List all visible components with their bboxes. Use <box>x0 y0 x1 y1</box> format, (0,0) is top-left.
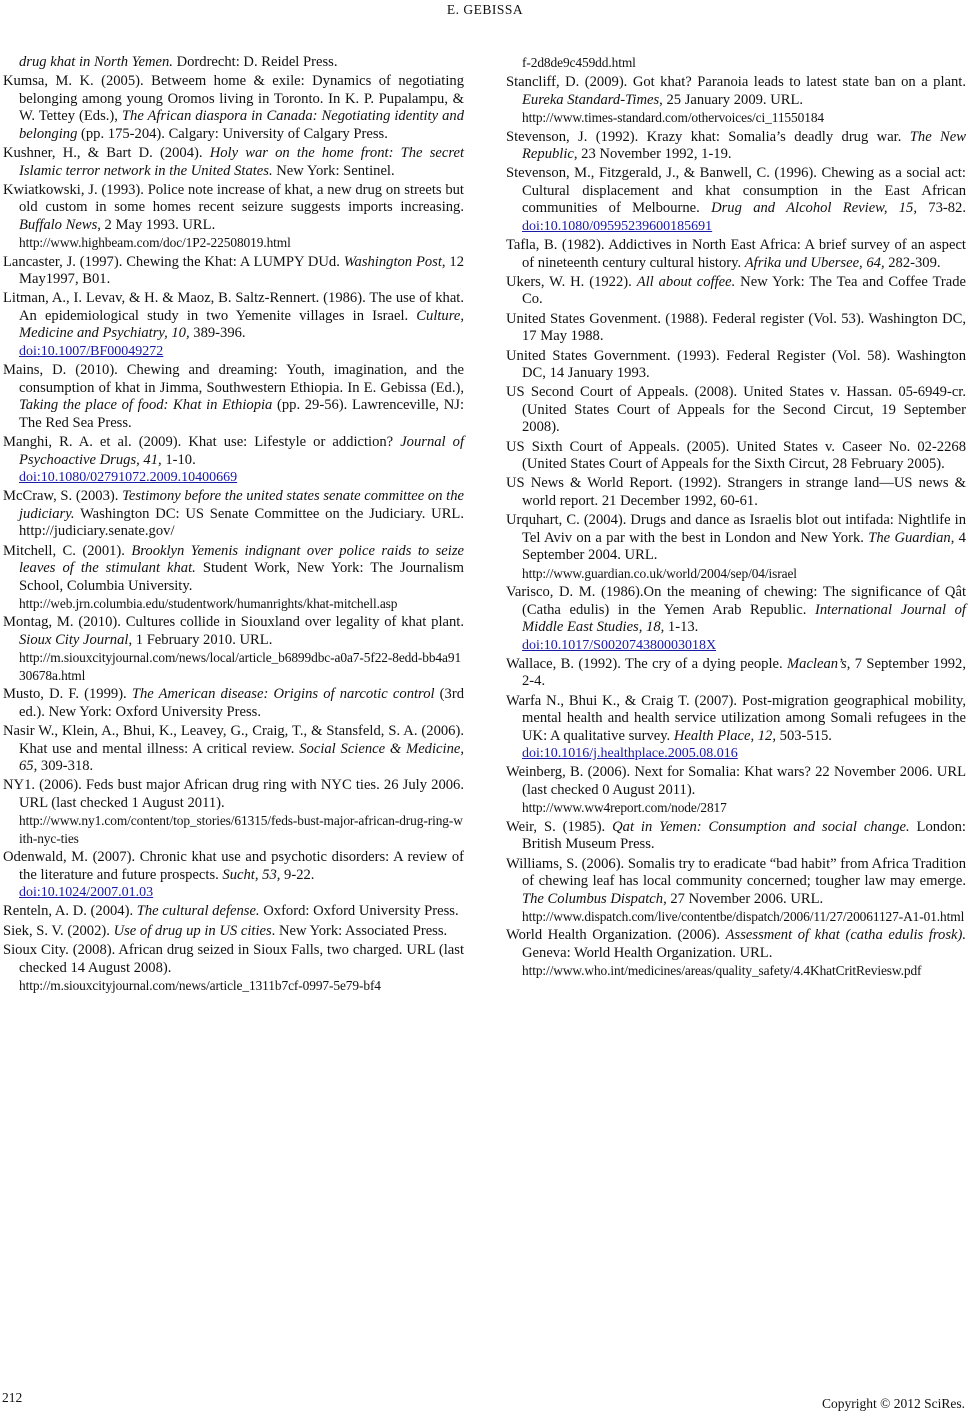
reference-entry <box>3 182 464 252</box>
reference-text: Stevenson, M., Fitzgerald, J., & Banwell, C. (1996). Chewing as a social act: Cultural displacement and khat consumption in the East African communities of Melbourne. <box>506 165 966 217</box>
reference-details: New York: The Tea and Coffee Trade Co. <box>522 273 966 308</box>
reference-details: (pp. 175-204). Calgary: University of Calgary Press. <box>77 125 388 142</box>
reference-entry <box>3 777 464 847</box>
reference-entry <box>506 584 966 654</box>
reference-entry <box>3 686 464 721</box>
reference-title: Culture, Medicine and Psychiatry, 10, <box>19 307 464 342</box>
reference-title: The cultural defense. <box>136 903 260 920</box>
reference-entry <box>506 856 966 926</box>
reference-details: , 4 September 2004. URL. <box>522 529 966 564</box>
reference-url[interactable]: http://www.who.int/medicines/areas/quality_safety/4.4KhatCritReviesw.pdf <box>522 963 922 979</box>
reference-details: 309-318. <box>37 758 94 775</box>
reference-text: Kushner, H., & Bart D. (2004). <box>3 145 210 162</box>
reference-entry <box>506 54 966 73</box>
reference-details: 73-82. <box>917 200 966 217</box>
doi-link[interactable]: doi:10.1080/09595239600185691 <box>522 218 713 234</box>
reference-text: Stancliff, D. (2009). Got khat? Paranoia leads to latest state ban on a plant. <box>506 74 966 91</box>
reference-text: Warfa N., Bhui K., & Craig T. (2007). Post-migration geographical mobility, mental health and health service utilization among Somali refugees in the UK: A qualitative survey. <box>506 692 966 744</box>
reference-entry <box>3 54 464 72</box>
reference-text: Nasir W., Klein, A., Bhui, K., Leavey, G., Craig, T., & Stansfeld, S. A. (2006). Khat use and mental illness: A critical review. <box>3 723 464 757</box>
reference-text: US News & World Report. (1992). Strangers in strange land—US news & world report. 21 December 1992, 60-61. <box>506 475 966 509</box>
reference-text: Manghi, R. A. et al. (2009). Khat use: Lifestyle or addiction? <box>3 434 401 451</box>
reference-entry <box>506 764 966 817</box>
reference-entry <box>506 274 966 309</box>
reference-title: The New Republic <box>522 128 967 163</box>
reference-text: Sioux City. (2008). African drug seized in Sioux Falls, two charged. URL (last checked 14 August 2008). <box>3 942 464 976</box>
reference-details: New York: Sentinel. <box>272 162 395 179</box>
reference-details: 389-396. <box>189 325 246 342</box>
reference-text: Siek, S. V. (2002). <box>3 922 114 939</box>
reference-url[interactable]: http://web.jrn.columbia.edu/studentwork/humanrights/khat-mitchell.asp <box>19 596 398 612</box>
reference-text: US Second Court of Appeals. (2008). United States v. Hassan. 05-6949-cr. (United States Court of Appeals for the Second Circut, 19 September 2008). <box>506 384 966 436</box>
reference-text: World Health Organization. (2006). <box>506 927 726 944</box>
reference-details: , 7 September 1992, 2-4. <box>522 655 967 690</box>
reference-text: Mains, D. (2010). Chewing and dreaming: Youth, imagination, and the consumption of khat in Jimma, Southwestern Ethiopia. In E. Gebissa (Ed.), <box>3 362 464 396</box>
reference-text: Odenwald, M. (2007). Chronic khat use and psychotic disorders: A review of the literature and future prospects. <box>3 849 464 883</box>
reference-entry <box>3 723 464 776</box>
reference-title: Social Science & Medicine, 65, <box>19 740 464 775</box>
reference-title: The Guardian <box>868 529 951 546</box>
reference-text: Stevenson, J. (1992). Krazy khat: Somalia’s deadly drug war. <box>506 128 910 145</box>
reference-text: Varisco, D. M. (1986).On the meaning of chewing: The significance of Qât (Catha edulis) in the Yemen Arab Republic. <box>506 584 966 618</box>
reference-title: Afrika und Ubersee, 64, <box>744 254 885 271</box>
doi-link[interactable]: doi:10.1007/BF00049272 <box>19 343 164 359</box>
reference-title: International Journal of Middle East Studies, 18, <box>522 601 966 636</box>
reference-text: NY1. (2006). Feds bust major African drug ring with NYC ties. 26 July 2006. URL (last checked 1 August 2011). <box>3 777 464 811</box>
reference-entry <box>3 290 464 360</box>
reference-text: Weinberg, B. (2006). Next for Somalia: Khat wars? 22 November 2006. URL (last checked 0 August 2011). <box>506 764 966 798</box>
reference-entry <box>506 129 966 164</box>
reference-text: Tafla, B. (1982). Addictives in North East Africa: A brief survey of an aspect of nineteenth century cultural history. <box>506 237 966 271</box>
reference-details: , 25 January 2009. URL. <box>659 91 804 108</box>
reference-text: Kumsa, M. K. (2005). Betweem home & exile: Dynamics of negotiating belonging among young Oromos living in Toronto. In K. P. Pupalampu, & W. Tettey (Eds.), <box>3 73 464 125</box>
reference-entry <box>506 512 966 582</box>
doi-link[interactable]: doi:10.1017/S002074380003018X <box>522 637 717 653</box>
reference-url[interactable]: http://www.ww4report.com/node/2817 <box>522 800 727 816</box>
doi-link[interactable]: doi:10.1024/2007.01.03 <box>19 885 154 901</box>
reference-text: Montag, M. (2010). Cultures collide in Siouxland over legality of khat plant. <box>3 614 464 631</box>
reference-title: Use of drug up in US cities <box>113 922 272 939</box>
reference-url[interactable]: http://www.dispatch.com/live/contentbe/dispatch/2006/11/27/20061127-A1-01.html <box>522 909 965 925</box>
reference-url[interactable]: http://www.highbeam.com/doc/1P2-22508019.html <box>19 235 291 251</box>
reference-url[interactable]: http://m.siouxcityjournal.com/news/local/article_b6899dbc-a0a7-5f22-8edd-bb4a9130678a.html <box>19 650 462 683</box>
reference-url[interactable]: f-2d8de9c459dd.html <box>522 55 636 70</box>
reference-details: Geneva: World Health Organization. URL. <box>522 944 773 961</box>
reference-title: Maclean’s <box>787 655 847 672</box>
reference-entry <box>3 73 464 143</box>
reference-text: Musto, D. F. (1999). <box>3 686 132 703</box>
reference-title: drug khat in North Yemen. <box>19 54 173 70</box>
reference-title: Journal of Psychoactive Drugs, 41, <box>19 434 464 468</box>
reference-url[interactable]: http://www.times-standard.com/othervoices/ci_11550184 <box>522 110 825 126</box>
reference-entry <box>3 434 464 487</box>
reference-entry <box>3 614 464 684</box>
reference-details: Oxford: Oxford University Press. <box>259 903 459 920</box>
line-break <box>19 469 464 487</box>
reference-entry <box>3 488 464 541</box>
reference-title: Taking the place of food: Khat in Ethiopia <box>19 397 273 414</box>
reference-text: Renteln, A. D. (2004). <box>3 903 137 920</box>
reference-title: All about coffee. <box>636 273 736 290</box>
doi-link[interactable]: doi:10.1080/02791072.2009.10400669 <box>19 470 238 486</box>
reference-title: The Columbus Dispatch <box>522 890 664 907</box>
reference-entry <box>3 254 464 289</box>
references-right-column <box>506 54 966 982</box>
reference-title: Eureka Standard-Times <box>522 91 660 108</box>
reference-title: Holy war on the home front: The secret Islamic terror network in the United States. <box>19 145 464 179</box>
line-break <box>522 637 966 655</box>
reference-details: . New York: Associated Press. <box>271 922 448 939</box>
reference-title: Sioux City Journal <box>19 631 129 648</box>
reference-details: (3rd ed.). New York: Oxford University Press. <box>19 686 465 720</box>
reference-entry <box>506 656 966 691</box>
reference-text: Williams, S. (2006). Somalis try to eradicate “bad habit” from Africa Tradition of chewing leaf has local community concerned; tougher law may emerge. <box>506 855 966 890</box>
line-break <box>19 343 464 361</box>
reference-title: Testimony before the united states senate committee on the judiciary. <box>19 488 464 522</box>
reference-text: Wallace, B. (1992). The cry of a dying people. <box>506 655 787 672</box>
running-head: E. GEBISSA <box>446 2 524 17</box>
reference-text: Ukers, W. H. (1922). <box>506 273 637 290</box>
reference-text: Weir, S. (1985). <box>506 818 613 835</box>
reference-entry <box>3 903 464 921</box>
reference-entry <box>506 819 966 854</box>
reference-entry <box>506 693 966 763</box>
reference-entry <box>506 927 966 980</box>
reference-entry <box>3 543 464 613</box>
reference-details: London: British Museum Press. <box>522 818 966 853</box>
reference-title: Sucht, 53, <box>222 866 281 883</box>
reference-entry <box>3 923 464 941</box>
page-number: 212 <box>2 1390 23 1405</box>
reference-text: Litman, A., I. Levav, & H. & Maoz, B. Saltz-Rennert. (1986). The use of khat. An epidemiological study in two Yemenite villages in Israel. <box>3 290 464 324</box>
reference-details: Washington DC: US Senate Committee on the Judiciary. URL. http://judiciary.senate.gov/ <box>19 505 464 540</box>
reference-title: The African diaspora in Canada: Negotiating identity and belonging <box>19 108 464 142</box>
reference-details: 503-515. <box>776 727 832 744</box>
reference-title: Qat in Yemen: Consumption and social change. <box>612 818 910 835</box>
reference-details: 282-309. <box>884 254 941 271</box>
reference-details: , 23 November 1992, 1-19. <box>573 146 732 163</box>
reference-details: , 12 May1997, B01. <box>19 253 464 288</box>
line-break <box>19 884 464 902</box>
reference-details: , 27 November 2006. URL. <box>663 890 824 907</box>
reference-url[interactable]: http://www.guardian.co.uk/world/2004/sep/04/israel <box>522 565 797 581</box>
reference-title: Assessment of khat (catha edulis frosk). <box>725 927 967 944</box>
reference-text: US Sixth Court of Appeals. (2005). United States v. Caseer No. 02-2268 (United States Court of Appeals for the Sixth Circut, 28 February 2005). <box>506 438 966 473</box>
reference-title: Brooklyn Yemenis indignant over police raids to seize leaves of the stimulant khat. <box>19 542 464 577</box>
reference-text: Kwiatkowski, J. (1993). Police note increase of khat, a new drug on streets but old custom in some homes recent seizure suggests imports increasing. <box>3 181 464 216</box>
reference-details: , 2 May 1993. URL. <box>97 216 216 233</box>
reference-entry <box>3 145 464 180</box>
reference-entry <box>506 475 966 510</box>
reference-details: 1-10. <box>161 451 196 468</box>
reference-details: Dordrecht: D. Reidel Press. <box>172 54 338 70</box>
reference-entry <box>3 942 464 995</box>
line-break <box>522 745 966 763</box>
reference-title: Health Place, 12, <box>673 727 776 744</box>
copyright-notice: Copyright © 2012 SciRes. <box>821 1396 965 1411</box>
reference-entry <box>3 362 464 432</box>
reference-text: McCraw, S. (2003). <box>3 488 123 505</box>
reference-entry <box>506 348 966 383</box>
doi-link[interactable]: doi:10.1016/j.healthplace.2005.08.016 <box>522 746 738 762</box>
reference-entry <box>3 849 464 902</box>
reference-text: United States Govenment. (1988). Federal register (Vol. 53). Washington DC, 17 May 1988. <box>506 310 966 345</box>
reference-entry <box>506 311 966 346</box>
reference-title: The American disease: Origins of narcotic control <box>131 686 435 703</box>
reference-details: Student Work, New York: The Journalism School, Columbia University. <box>19 560 465 594</box>
reference-entry <box>506 165 966 235</box>
reference-entry <box>506 237 966 272</box>
reference-entry <box>506 74 966 127</box>
reference-entry <box>506 439 966 474</box>
reference-details: 1-13. <box>664 619 699 636</box>
reference-url[interactable]: http://m.siouxcityjournal.com/news/article_1311b7cf-0997-5e79-bf4 <box>19 978 381 994</box>
reference-text: Urquhart, C. (2004). Drugs and dance as Israelis blot out intifada: Nightlife in Tel Aviv on a par with the best in London and New York. <box>506 512 966 546</box>
reference-title: Drug and Alcohol Review, 15, <box>711 200 917 217</box>
reference-details: (pp. 29-56). Lawrenceville, NJ: The Red Sea Press. <box>19 397 465 431</box>
reference-title: Washington Post <box>343 253 442 270</box>
reference-url[interactable]: http://www.ny1.com/content/top_stories/61315/feds-bust-major-african-drug-ring-with-nyc-ties <box>19 813 463 846</box>
references-left-column <box>3 54 464 996</box>
reference-title: Buffalo News <box>19 216 98 233</box>
reference-text: Mitchell, C. (2001). <box>3 542 132 559</box>
reference-entry <box>506 384 966 437</box>
reference-details: , 1 February 2010. URL. <box>128 631 273 648</box>
reference-text: United States Government. (1993). Federal Register (Vol. 58). Washington DC, 14 January 1993. <box>506 347 966 382</box>
reference-text: Lancaster, J. (1997). Chewing the Khat: A LUMPY DUd. <box>3 253 344 270</box>
reference-details: 9-22. <box>280 866 315 883</box>
